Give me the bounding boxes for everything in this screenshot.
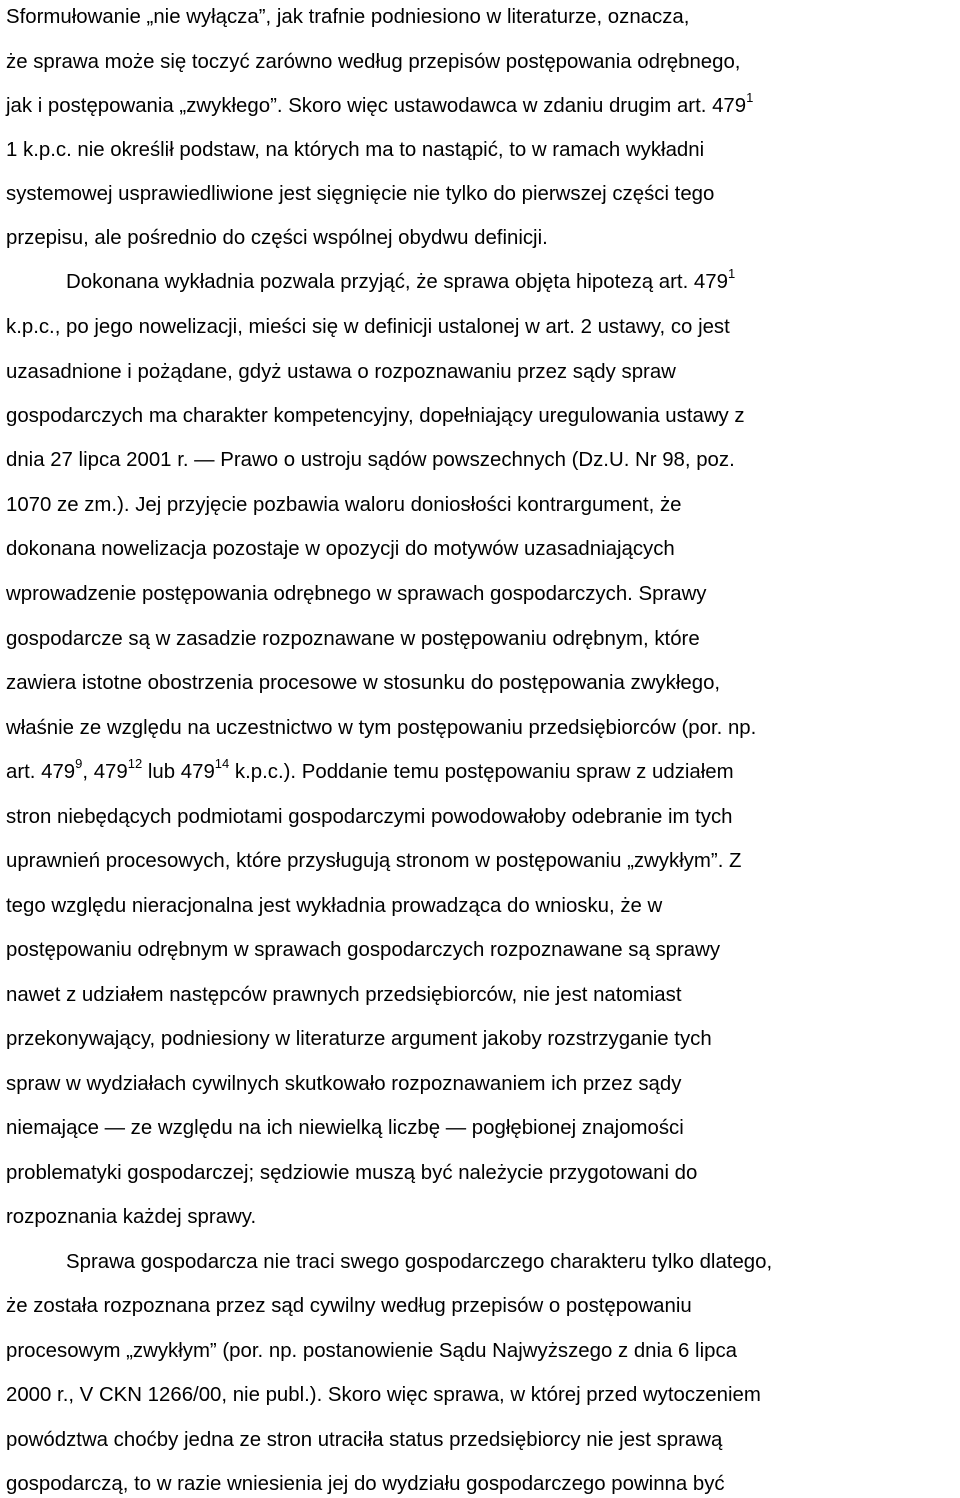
text-line: uprawnień procesowych, które przysługują stronom w postępowaniu „zwykłym”. Z: [6, 850, 742, 872]
superscript: 9: [75, 756, 83, 772]
text-line: tego względu nieracjonalna jest wykładnia prowadząca do wniosku, że w: [6, 895, 663, 917]
superscript: 12: [127, 756, 143, 772]
text-line: postępowaniu odrębnym w sprawach gospodarczych rozpoznawane są sprawy: [6, 939, 721, 961]
text-line: Sformułowanie „nie wyłącza”, jak trafnie podniesiono w literaturze, oznacza,: [6, 6, 690, 28]
text-line: że została rozpoznana przez sąd cywilny według przepisów o postępowaniu: [6, 1295, 692, 1317]
text-line: gospodarczą, to w razie wniesienia jej do wydziału gospodarczego powinna być: [6, 1473, 725, 1495]
text-line: gospodarcze są w zasadzie rozpoznawane w postępowaniu odrębnym, które: [6, 628, 700, 650]
text-line: systemowej usprawiedliwione jest sięgnięcie nie tylko do pierwszej części tego: [6, 183, 715, 205]
text-line: dokonana nowelizacja pozostaje w opozycji do motywów uzasadniających: [6, 538, 675, 560]
text-line: stron niebędących podmiotami gospodarczymi powodowałoby odebranie im tych: [6, 806, 733, 828]
text-line: Dokonana wykładnia pozwala przyjąć, że sprawa objęta hipotezą art. $479^1$: [66, 266, 736, 293]
text-line: przekonywający, podniesiony w literaturze argument jakoby rozstrzyganie tych: [6, 1028, 712, 1050]
text-line: powództwa choćby jedna ze stron utraciła status przedsiębiorcy nie jest sprawą: [6, 1429, 723, 1451]
text-line: jak i postępowania „zwykłego”. Skoro więc ustawodawca w zdaniu drugim art. $479^1$: [6, 90, 754, 117]
text-line: dnia 27 lipca 2001 r. ― Prawo o ustroju sądów powszechnych (Dz.U. Nr 98, poz.: [6, 449, 735, 471]
superscript: 1: [746, 90, 754, 106]
text-line: zawiera istotne obostrzenia procesowe w stosunku do postępowania zwykłego,: [6, 672, 721, 694]
text-line: problematyki gospodarczej; sędziowie muszą być należycie przygotowani do: [6, 1162, 698, 1184]
text-line: art. $479^9$, $479^{12}$ lub $479^{14}$ k.p.c.). Poddanie temu postępowaniu spraw z udziałem: [6, 756, 734, 783]
text-line: 1 k.p.c. nie określił podstaw, na których ma to nastąpić, to w ramach wykładni: [6, 139, 705, 161]
text-line: przepisu, ale pośrednio do części wspólnej obydwu definicji.: [6, 227, 548, 249]
text-line: nawet z udziałem następców prawnych przedsiębiorców, nie jest natomiast: [6, 984, 682, 1006]
superscript: 14: [214, 756, 230, 772]
text-line: spraw w wydziałach cywilnych skutkowało rozpoznawaniem ich przez sądy: [6, 1073, 682, 1095]
text-line: gospodarczych ma charakter kompetencyjny, dopełniający uregulowania ustawy z: [6, 405, 745, 427]
text-line: wprowadzenie postępowania odrębnego w sprawach gospodarczych. Sprawy: [6, 583, 707, 605]
text-line: właśnie ze względu na uczestnictwo w tym postępowaniu przedsiębiorców (por. np.: [6, 717, 757, 739]
superscript: 1: [727, 266, 736, 282]
text-line: rozpoznania każdej sprawy.: [6, 1206, 257, 1228]
text-line: 1070 ze zm.). Jej przyjęcie pozbawia waloru doniosłości kontrargument, że: [6, 494, 682, 516]
text-line: uzasadnione i pożądane, gdyż ustawa o rozpoznawaniu przez sądy spraw: [6, 361, 676, 383]
text-line: 2000 r., V CKN 1266/00, nie publ.). Skoro więc sprawa, w której przed wytoczeniem: [6, 1384, 761, 1406]
text-line: procesowym „zwykłym” (por. np. postanowienie Sądu Najwyższego z dnia 6 lipca: [6, 1340, 737, 1362]
text-line: niemające ― ze względu na ich niewielką liczbę ― pogłębionej znajomości: [6, 1117, 684, 1139]
text-line: k.p.c., po jego nowelizacji, mieści się w definicji ustalonej w art. 2 ustawy, co jest: [6, 316, 730, 338]
text-line: Sprawa gospodarcza nie traci swego gospodarczego charakteru tylko dlatego,: [66, 1251, 773, 1273]
text-line: że sprawa może się toczyć zarówno według przepisów postępowania odrębnego,: [6, 51, 741, 73]
